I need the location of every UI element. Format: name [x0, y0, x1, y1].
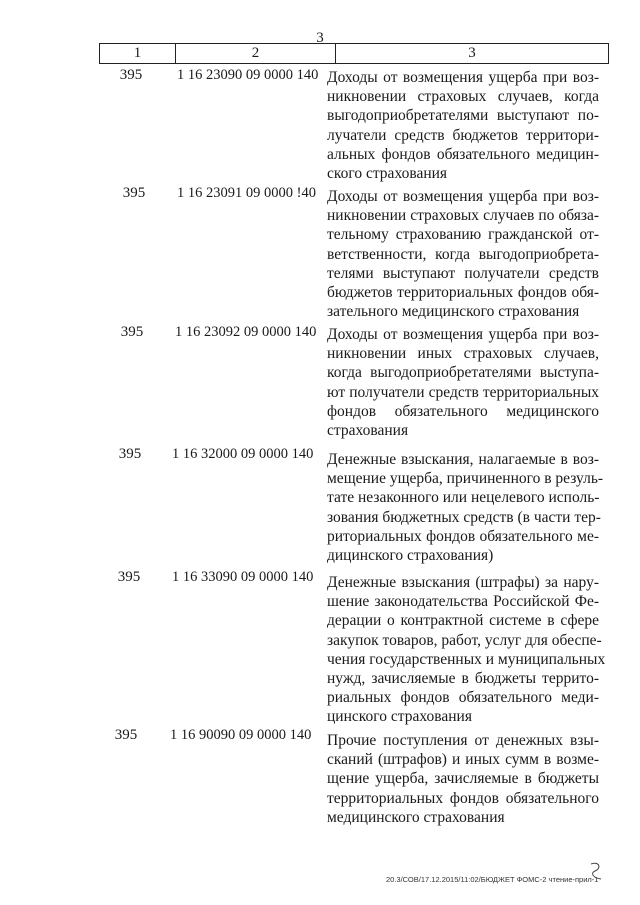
description-line: страхования [327, 422, 409, 440]
description-line: ского страхования [327, 165, 448, 183]
admin-code: 395 [119, 67, 143, 83]
description-line: Доходы от возмещения ущерба при воз- [327, 69, 599, 86]
description-line: дицинского страхования) [327, 547, 494, 565]
budget-classification-code: 1 16 32000 09 0000 140 [172, 446, 314, 462]
table-header-col-1: 1 [100, 44, 176, 63]
income-description [327, 573, 606, 727]
description-line: территориальных фондов обязательного [327, 789, 599, 807]
handwritten-mark [587, 860, 605, 882]
budget-classification-code: 1 16 23091 09 0000 !40 [177, 185, 316, 201]
income-description [327, 450, 604, 565]
description-line: ют получатели средств территориальных [327, 383, 599, 401]
description-line: Денежные взыскания (штрафы) за нару- [327, 574, 599, 591]
description-line: когда выгодоприобретателями выступа- [327, 364, 599, 382]
admin-code: 395 [118, 446, 142, 462]
description-line: лучатели средств бюджетов территори- [327, 126, 599, 144]
description-line: выгодоприобретателями выступают по- [327, 107, 599, 125]
description-line: риториальных фондов обязательного ме- [327, 527, 599, 545]
description-line: альных фондов обязательного медицин- [327, 145, 599, 163]
description-line: телями выступают получатели средств [327, 264, 599, 282]
description-line: зательного медицинского страхования [327, 303, 580, 321]
description-line: медицинского страхования [327, 808, 505, 826]
income-description [327, 187, 599, 321]
admin-code: 395 [117, 569, 141, 585]
description-line: Доходы от возмещения ущерба при воз- [327, 188, 599, 205]
income-description [327, 325, 599, 440]
budget-classification-code: 1 16 23090 09 0000 140 [177, 67, 319, 83]
description-line: щение ущерба, зачисляемые в бюджеты [327, 770, 599, 788]
description-line: сканий (штрафов) и иных сумм в возме- [327, 751, 599, 769]
description-line: Денежные взыскания, налагаемые в воз- [327, 451, 599, 468]
description-line: никновении страховых случаев по обяза- [327, 207, 599, 225]
budget-classification-code: 1 16 33090 09 0000 140 [172, 569, 314, 585]
page-number: 3 [316, 30, 324, 46]
description-line: никновении иных страховых случаев, [327, 345, 599, 363]
description-line: нужд, зачисляемые в бюджеты террито- [327, 670, 599, 688]
description-line: ветственности, когда выгодоприобрета- [327, 245, 599, 263]
budget-classification-code: 1 16 23092 09 0000 140 [175, 324, 317, 340]
description-line: бюджетов территориальных фондов обя- [327, 284, 599, 302]
description-line: Доходы от возмещения ущерба при воз- [327, 326, 599, 343]
description-line: риальных фондов обязательного меди- [327, 689, 599, 707]
description-line: Прочие поступления от денежных взы- [327, 732, 599, 749]
description-line: тате незаконного или нецелевого исполь- [327, 489, 600, 507]
description-line: дерации о контрактной системе в сфере [327, 612, 599, 630]
admin-code: 395 [114, 727, 138, 743]
description-line: чения государственных и муниципальных [327, 650, 606, 668]
footer-file-stamp: 20.3/СОВ/17.12.2015/11:02/БЮДЖЕТ ФОМС-2 чтение-прил-1 [386, 875, 599, 884]
description-line: фондов обязательного медицинского [327, 402, 599, 420]
table-header-col-3: 3 [468, 45, 476, 61]
table-header-col-2: 2 [176, 44, 336, 63]
budget-classification-code: 1 16 90090 09 0000 140 [170, 727, 312, 743]
description-line: тельному страхованию гражданской от- [327, 226, 599, 244]
income-description [327, 68, 599, 183]
admin-code: 395 [122, 185, 146, 201]
table-header [99, 43, 609, 64]
description-line: зования бюджетных средств (в части тер- [327, 508, 601, 526]
description-line: цинского страхования [327, 708, 472, 726]
description-line: никновении страховых случаев, когда [327, 88, 599, 106]
description-line: шение законодательства Российской Фе- [327, 593, 599, 611]
description-line: мещение ущерба, причиненного в резуль- [327, 470, 604, 488]
description-line: закупок товаров, работ, услуг для обеспе- [327, 631, 602, 649]
income-description [327, 731, 599, 827]
admin-code: 395 [120, 324, 144, 340]
